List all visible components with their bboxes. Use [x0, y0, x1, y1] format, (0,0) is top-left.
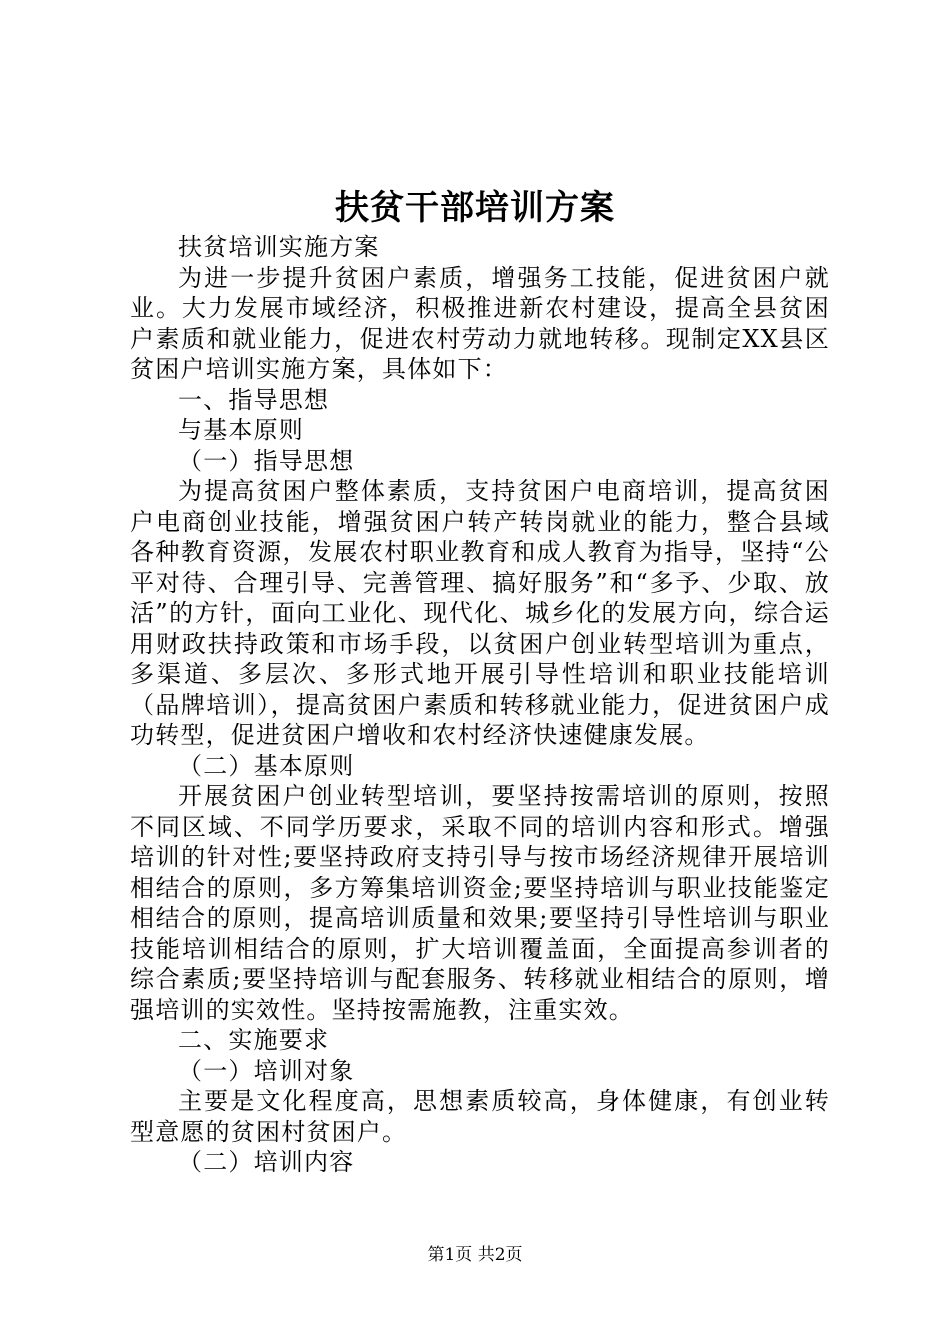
paragraph-intro: 为进一步提升贫困户素质，增强务工技能，促进贫困户就业。大力发展市域经济，积极推进新农村建设，提高全县贫困户素质和就业能力，促进农村劳动力就地转移。现制定XX县区贫困户培训实施方案，具体如下： — [130, 263, 830, 383]
subheading-training-target: （一）培训对象 — [178, 1056, 355, 1085]
paragraph-guiding-thought: 为提高贫困户整体素质，支持贫困户电商培训，提高贫困户电商创业技能，增强贫困户转产转岗就业的能力，整合县域各种教育资源，发展农村职业教育和成人教育为指导，坚持“公平对待、合理引导、完善管理、搞好服务”和“多予、少取、放活”的方针，面向工业化、现代化、城乡化的发展方向，综合运用财政扶持政策和市场手段，以贫困户创业转型培训为重点，多渠道、多层次、多形式地开展引导性培训和职业技能培训（品牌培训），提高贫困户素质和转移就业能力，促进贫困户成功转型，促进贫困户增收和农村经济快速健康发展。 — [130, 477, 830, 749]
heading-implementation: 二、实施要求 — [178, 1026, 330, 1054]
subheading-guiding-thought: （一）指导思想 — [178, 446, 355, 475]
paragraph-basic-principles: 开展贫困户创业转型培训，要坚持按需培训的原则，按照不同区域、不同学历要求，采取不同的培训内容和形式。增强培训的针对性;要坚持政府支持引导与按市场经济规律开展培训相结合的原则，多方筹集培训资金;要坚持培训与职业技能鉴定相结合的原则，提高培训质量和效果;要坚持引导性培训与职业技能培训相结合的原则，扩大培训覆盖面，全面提高参训者的综合素质;要坚持培训与配套服务、转移就业相结合的原则，增强培训的实效性。坚持按需施教，注重实效。 — [130, 782, 830, 1024]
page-number-footer: 第1页 共2页 — [427, 1245, 523, 1265]
paragraph-training-target: 主要是文化程度高，思想素质较高，身体健康，有创业转型意愿的贫困村贫困户。 — [130, 1087, 830, 1146]
subheading-basic-principles: （二）基本原则 — [178, 751, 355, 780]
paragraph-plan-name: 扶贫培训实施方案 — [178, 233, 380, 261]
subheading-training-content: （二）培训内容 — [178, 1148, 355, 1176]
heading-basic-principles: 与基本原则 — [178, 416, 304, 444]
heading-guiding-thought: 一、指导思想 — [178, 385, 330, 414]
document-title: 扶贫干部培训方案 — [335, 188, 615, 228]
document-body — [130, 232, 830, 1178]
